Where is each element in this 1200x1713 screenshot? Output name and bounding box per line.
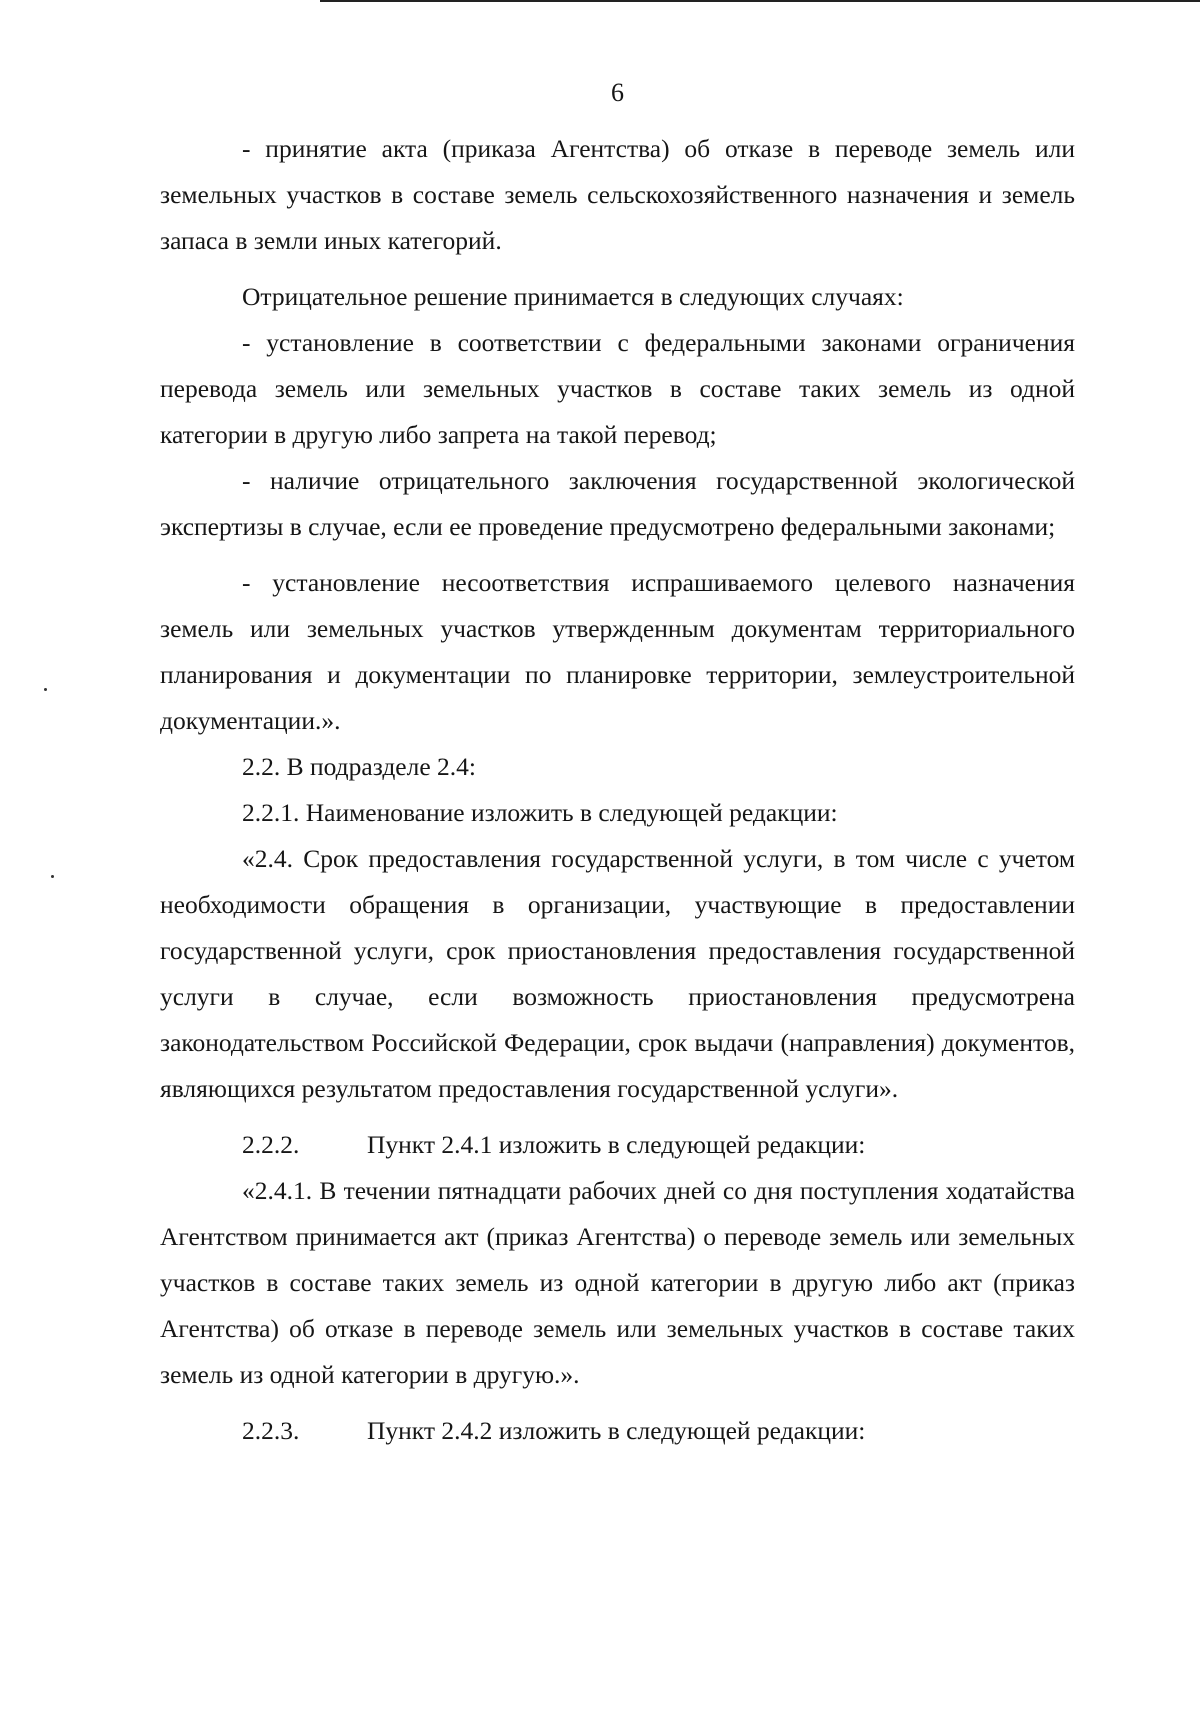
paragraph-text: 2.2.1. Наименование изложить в следующей редакции:	[242, 798, 838, 827]
paragraph	[160, 458, 1075, 550]
paragraph	[160, 1408, 1075, 1454]
paragraph	[160, 744, 1075, 790]
paragraph	[160, 1168, 1075, 1398]
item-number: 2.2.2.	[242, 1130, 300, 1159]
paragraph-text: - принятие акта (приказа Агентства) об отказе в переводе земель или земельных участков в составе земель сельскохозяйственного назначения и земель запаса в земли иных категорий.	[160, 134, 1075, 255]
paragraph-text: - установление в соответствии с федеральными законами ограничения перевода земель или земельных участков в составе таких земель из одной категории в другую либо запрета на такой перевод;	[160, 328, 1075, 449]
item-number: 2.2.3.	[242, 1416, 300, 1445]
paragraph-text: Пункт 2.4.2 изложить в следующей редакции:	[367, 1416, 866, 1445]
scan-speck	[51, 875, 54, 878]
document-body	[160, 126, 1075, 1454]
paragraph	[160, 836, 1075, 1112]
paragraph	[160, 1122, 1075, 1168]
paragraph-text: - наличие отрицательного заключения государственной экологической экспертизы в случае, если ее проведение предусмотрено федеральными законами;	[160, 466, 1075, 541]
paragraph	[160, 274, 1075, 320]
page-number: 6	[611, 78, 624, 107]
scan-speck	[44, 688, 47, 691]
paragraph-text: «2.4.1. В течении пятнадцати рабочих дней со дня поступления ходатайства Агентством принимается акт (приказ Агентства) о переводе земель или земельных участков в составе таких земель из одной категории в другую либо акт (приказ Агентства) об отказе в переводе земель или земельных участков в составе таких земель из одной категории в другую.».	[160, 1176, 1075, 1389]
paragraph-text: «2.4. Срок предоставления государственной услуги, в том числе с учетом необходимости обращения в организации, участвующие в предоставлении государственной услуги, срок приостановления предоставления государственной услуги в случае, если возможность приостановления предусмотрена законодательством Российской Федерации, срок выдачи (направления) документов, являющихся результатом предоставления государственной услуги».	[160, 844, 1075, 1103]
paragraph	[160, 320, 1075, 458]
paragraph	[160, 790, 1075, 836]
paragraph-text: 2.2. В подразделе 2.4:	[242, 752, 476, 781]
paragraph-text: - установление несоответствия испрашиваемого целевого назначения земель или земельных участков утвержденным документам территориального планирования и документации по планировке территории, землеустроительной документации.».	[160, 568, 1075, 735]
paragraph	[160, 126, 1075, 264]
paragraph	[160, 560, 1075, 744]
paragraph-text: Пункт 2.4.1 изложить в следующей редакции:	[367, 1130, 866, 1159]
scan-top-edge-line	[320, 0, 1200, 2]
paragraph-text: Отрицательное решение принимается в следующих случаях:	[242, 282, 904, 311]
